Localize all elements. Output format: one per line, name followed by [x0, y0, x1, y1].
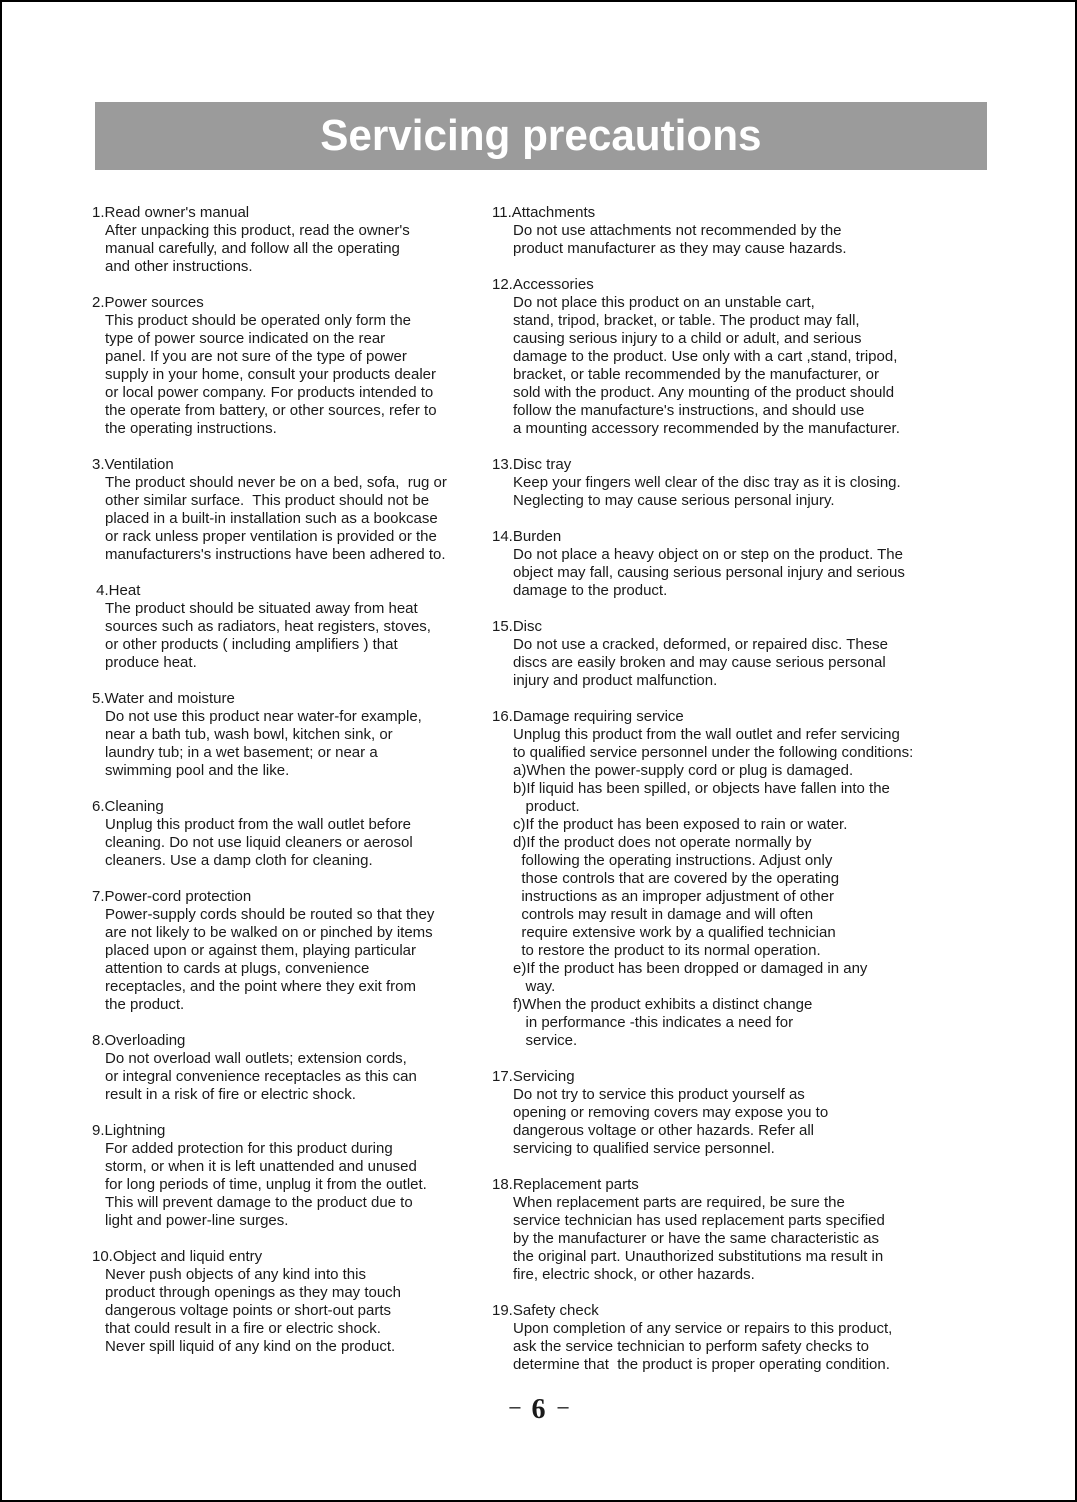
text-line: placed in a built-in installation such as a bookcase — [105, 510, 438, 527]
text-line: or rack unless proper ventilation is provided or the — [105, 528, 437, 545]
text-line: require extensive work by a qualified technician — [513, 924, 836, 941]
text-line: damage to the product. — [513, 582, 668, 599]
section-body — [92, 1140, 490, 1230]
text-line: ask the service technician to perform safety checks to — [513, 1338, 869, 1355]
text-line: Never push objects of any kind into this — [105, 1266, 366, 1283]
text-line: or other products ( including amplifiers ) that — [105, 636, 398, 653]
text-line: cleaners. Use a damp cloth for cleaning. — [105, 852, 373, 869]
text-line: a mounting accessory recommended by the manufacturer. — [513, 420, 900, 437]
text-line: panel. If you are not sure of the type of power — [105, 348, 407, 365]
text-line: or integral convenience receptacles as this can — [105, 1068, 417, 1085]
text-line: produce heat. — [105, 654, 197, 671]
text-line: Do not place this product on an unstable cart, — [513, 294, 815, 311]
section-heading: 19.Safety check — [492, 1302, 599, 1319]
right-column — [492, 204, 989, 1392]
text-line: or local power company. For products intended to — [105, 384, 434, 401]
text-line: Upon completion of any service or repairs to this product, — [513, 1320, 893, 1337]
section-body — [492, 546, 989, 600]
section — [92, 888, 490, 1014]
text-line: This product should be operated only form the — [105, 312, 412, 329]
text-line: in performance -this indicates a need for — [513, 1014, 794, 1031]
text-line: Do not place a heavy object on or step on the product. The — [513, 546, 903, 563]
text-line: the original part. Unauthorized substitutions ma result in — [513, 1248, 884, 1265]
text-line: near a bath tub, wash bowl, kitchen sink, or — [105, 726, 393, 743]
text-line: injury and product malfunction. — [513, 672, 718, 689]
text-line: The product should be situated away from heat — [105, 600, 418, 617]
section-body — [492, 222, 989, 258]
section-body — [492, 636, 989, 690]
text-line: bracket, or table recommended by the manufacturer, or — [513, 366, 880, 383]
text-line: d)If the product does not operate normally by — [513, 834, 812, 851]
text-line: After unpacking this product, read the owner's — [105, 222, 410, 239]
section-body — [492, 1086, 989, 1158]
page-number-dash-right: – — [557, 1396, 568, 1418]
text-line: those controls that are covered by the operating — [513, 870, 840, 887]
text-line: way. — [513, 978, 556, 995]
section — [492, 1176, 989, 1284]
text-line: This will prevent damage to the product due to — [105, 1194, 413, 1211]
text-line: Power-supply cords should be routed so that they — [105, 906, 435, 923]
section-body — [92, 1050, 490, 1104]
section-heading: 2.Power sources — [92, 294, 204, 311]
section-heading: 12.Accessories — [492, 276, 594, 293]
page-title-banner — [95, 102, 987, 170]
section — [92, 1122, 490, 1230]
text-line: Unplug this product from the wall outlet and refer servicing — [513, 726, 900, 743]
section-body — [492, 474, 989, 510]
text-line: opening or removing covers may expose you to — [513, 1104, 829, 1121]
page-number — [2, 1394, 1075, 1426]
text-line: following the operating instructions. Adjust only — [513, 852, 833, 869]
section-body — [492, 1320, 989, 1374]
text-line: for long periods of time, unplug it from the outlet. — [105, 1176, 427, 1193]
left-column — [92, 204, 490, 1392]
text-line: product manufacturer as they may cause hazards. — [513, 240, 847, 257]
section — [492, 1302, 989, 1374]
text-line: Never spill liquid of any kind on the product. — [105, 1338, 396, 1355]
section-heading: 17.Servicing — [492, 1068, 575, 1085]
section-heading: 4.Heat — [92, 582, 141, 599]
section — [492, 276, 989, 438]
section — [92, 294, 490, 438]
text-line: type of power source indicated on the rear — [105, 330, 386, 347]
text-line: light and power-line surges. — [105, 1212, 289, 1229]
text-line: determine that the product is proper operating condition. — [513, 1356, 890, 1373]
section-heading: 3.Ventilation — [92, 456, 174, 473]
text-line: manufacturers's instructions have been adhered to. — [105, 546, 446, 563]
text-line: supply in your home, consult your products dealer — [105, 366, 437, 383]
section-body — [92, 312, 490, 438]
text-line: e)If the product has been dropped or damaged in any — [513, 960, 868, 977]
text-line: damage to the product. Use only with a cart ,stand, tripod, — [513, 348, 898, 365]
text-line: attention to cards at plugs, convenience — [105, 960, 370, 977]
section — [92, 456, 490, 564]
section-heading: 15.Disc — [492, 618, 543, 635]
text-line: swimming pool and the like. — [105, 762, 290, 779]
section — [492, 1068, 989, 1158]
text-line: causing serious injury to a child or adult, and serious — [513, 330, 862, 347]
section — [492, 618, 989, 690]
section-heading: 9.Lightning — [92, 1122, 166, 1139]
text-line: For added protection for this product during — [105, 1140, 393, 1157]
section-body — [92, 222, 490, 276]
text-line: sources such as radiators, heat registers, stoves, — [105, 618, 431, 635]
section — [492, 456, 989, 510]
text-line: Unplug this product from the wall outlet before — [105, 816, 411, 833]
section-heading: 13.Disc tray — [492, 456, 572, 473]
text-line: the operate from battery, or other sources, refer to — [105, 402, 437, 419]
text-line: laundry tub; in a wet basement; or near a — [105, 744, 378, 761]
section — [92, 1248, 490, 1356]
section-heading: 10.Object and liquid entry — [92, 1248, 263, 1265]
text-line: receptacles, and the point where they exit from — [105, 978, 417, 995]
section — [492, 708, 989, 1050]
text-line: the product. — [105, 996, 185, 1013]
section — [492, 528, 989, 600]
text-line: storm, or when it is left unattended and unused — [105, 1158, 417, 1175]
section-body — [92, 906, 490, 1014]
text-line: instructions as an improper adjustment of other — [513, 888, 834, 905]
section-heading: 1.Read owner's manual — [92, 204, 250, 221]
text-line: that could result in a fire or electric shock. — [105, 1320, 381, 1337]
text-line: to restore the product to its normal operation. — [513, 942, 821, 959]
text-line: service. — [513, 1032, 578, 1049]
text-line: dangerous voltage points or short-out parts — [105, 1302, 392, 1319]
section — [92, 204, 490, 276]
text-line: controls may result in damage and will often — [513, 906, 814, 923]
section-body — [92, 474, 490, 564]
text-line: Do not use attachments not recommended by the — [513, 222, 842, 239]
section-heading: 16.Damage requiring service — [492, 708, 684, 725]
text-line: Neglecting to may cause serious personal injury. — [513, 492, 835, 509]
section-body — [92, 1266, 490, 1356]
section-heading: 7.Power-cord protection — [92, 888, 252, 905]
text-line: c)If the product has been exposed to rain or water. — [513, 816, 848, 833]
text-line: the operating instructions. — [105, 420, 277, 437]
text-line: b)If liquid has been spilled, or objects have fallen into the — [513, 780, 890, 797]
text-line: fire, electric shock, or other hazards. — [513, 1266, 755, 1283]
section-body — [92, 600, 490, 672]
section-body — [492, 294, 989, 438]
text-line: dangerous voltage or other hazards. Refer all — [513, 1122, 815, 1139]
text-line: result in a risk of fire or electric shock. — [105, 1086, 356, 1103]
text-line: sold with the product. Any mounting of the product should — [513, 384, 895, 401]
section-body — [92, 708, 490, 780]
text-line: Do not use a cracked, deformed, or repaired disc. These — [513, 636, 888, 653]
text-line: Keep your fingers well clear of the disc tray as it is closing. — [513, 474, 901, 491]
section-heading: 14.Burden — [492, 528, 562, 545]
text-line: f)When the product exhibits a distinct change — [513, 996, 813, 1013]
page-title: Servicing precautions — [320, 111, 762, 160]
text-line: object may fall, causing serious personal injury and serious — [513, 564, 905, 581]
text-line: When replacement parts are required, be sure the — [513, 1194, 845, 1211]
text-line: The product should never be on a bed, sofa, rug or — [105, 474, 447, 491]
text-line: product through openings as they may touch — [105, 1284, 402, 1301]
section-body — [492, 1194, 989, 1284]
section — [492, 204, 989, 258]
text-line: placed upon or against them, playing particular — [105, 942, 417, 959]
text-line: servicing to qualified service personnel. — [513, 1140, 775, 1157]
section-heading: 11.Attachments — [492, 204, 596, 221]
text-line: to qualified service personnel under the following conditions: — [513, 744, 914, 761]
section — [92, 582, 490, 672]
section-heading: 8.Overloading — [92, 1032, 186, 1049]
text-line: stand, tripod, bracket, or table. The product may fall, — [513, 312, 860, 329]
page-number-dash-left: – — [509, 1396, 520, 1418]
text-line: follow the manufacture's instructions, and should use — [513, 402, 865, 419]
section — [92, 798, 490, 870]
text-line: manual carefully, and follow all the operating — [105, 240, 400, 257]
section — [92, 1032, 490, 1104]
section-heading: 5.Water and moisture — [92, 690, 235, 707]
section-body — [92, 816, 490, 870]
text-line: product. — [513, 798, 580, 815]
section-heading: 18.Replacement parts — [492, 1176, 639, 1193]
text-line: Do not try to service this product yourself as — [513, 1086, 805, 1103]
section-body — [492, 726, 989, 1050]
text-line: other similar surface. This product should not be — [105, 492, 430, 509]
content-columns — [92, 204, 989, 1392]
text-line: Do not use this product near water-for example, — [105, 708, 422, 725]
text-line: Do not overload wall outlets; extension cords, — [105, 1050, 407, 1067]
section-heading: 6.Cleaning — [92, 798, 164, 815]
page-number-value: 6 — [531, 1394, 546, 1425]
text-line: cleaning. Do not use liquid cleaners or aerosol — [105, 834, 413, 851]
section — [92, 690, 490, 780]
text-line: a)When the power-supply cord or plug is damaged. — [513, 762, 854, 779]
text-line: discs are easily broken and may cause serious personal — [513, 654, 886, 671]
text-line: by the manufacturer or have the same characteristic as — [513, 1230, 880, 1247]
text-line: and other instructions. — [105, 258, 253, 275]
text-line: service technician has used replacement parts specified — [513, 1212, 885, 1229]
text-line: are not likely to be walked on or pinched by items — [105, 924, 433, 941]
